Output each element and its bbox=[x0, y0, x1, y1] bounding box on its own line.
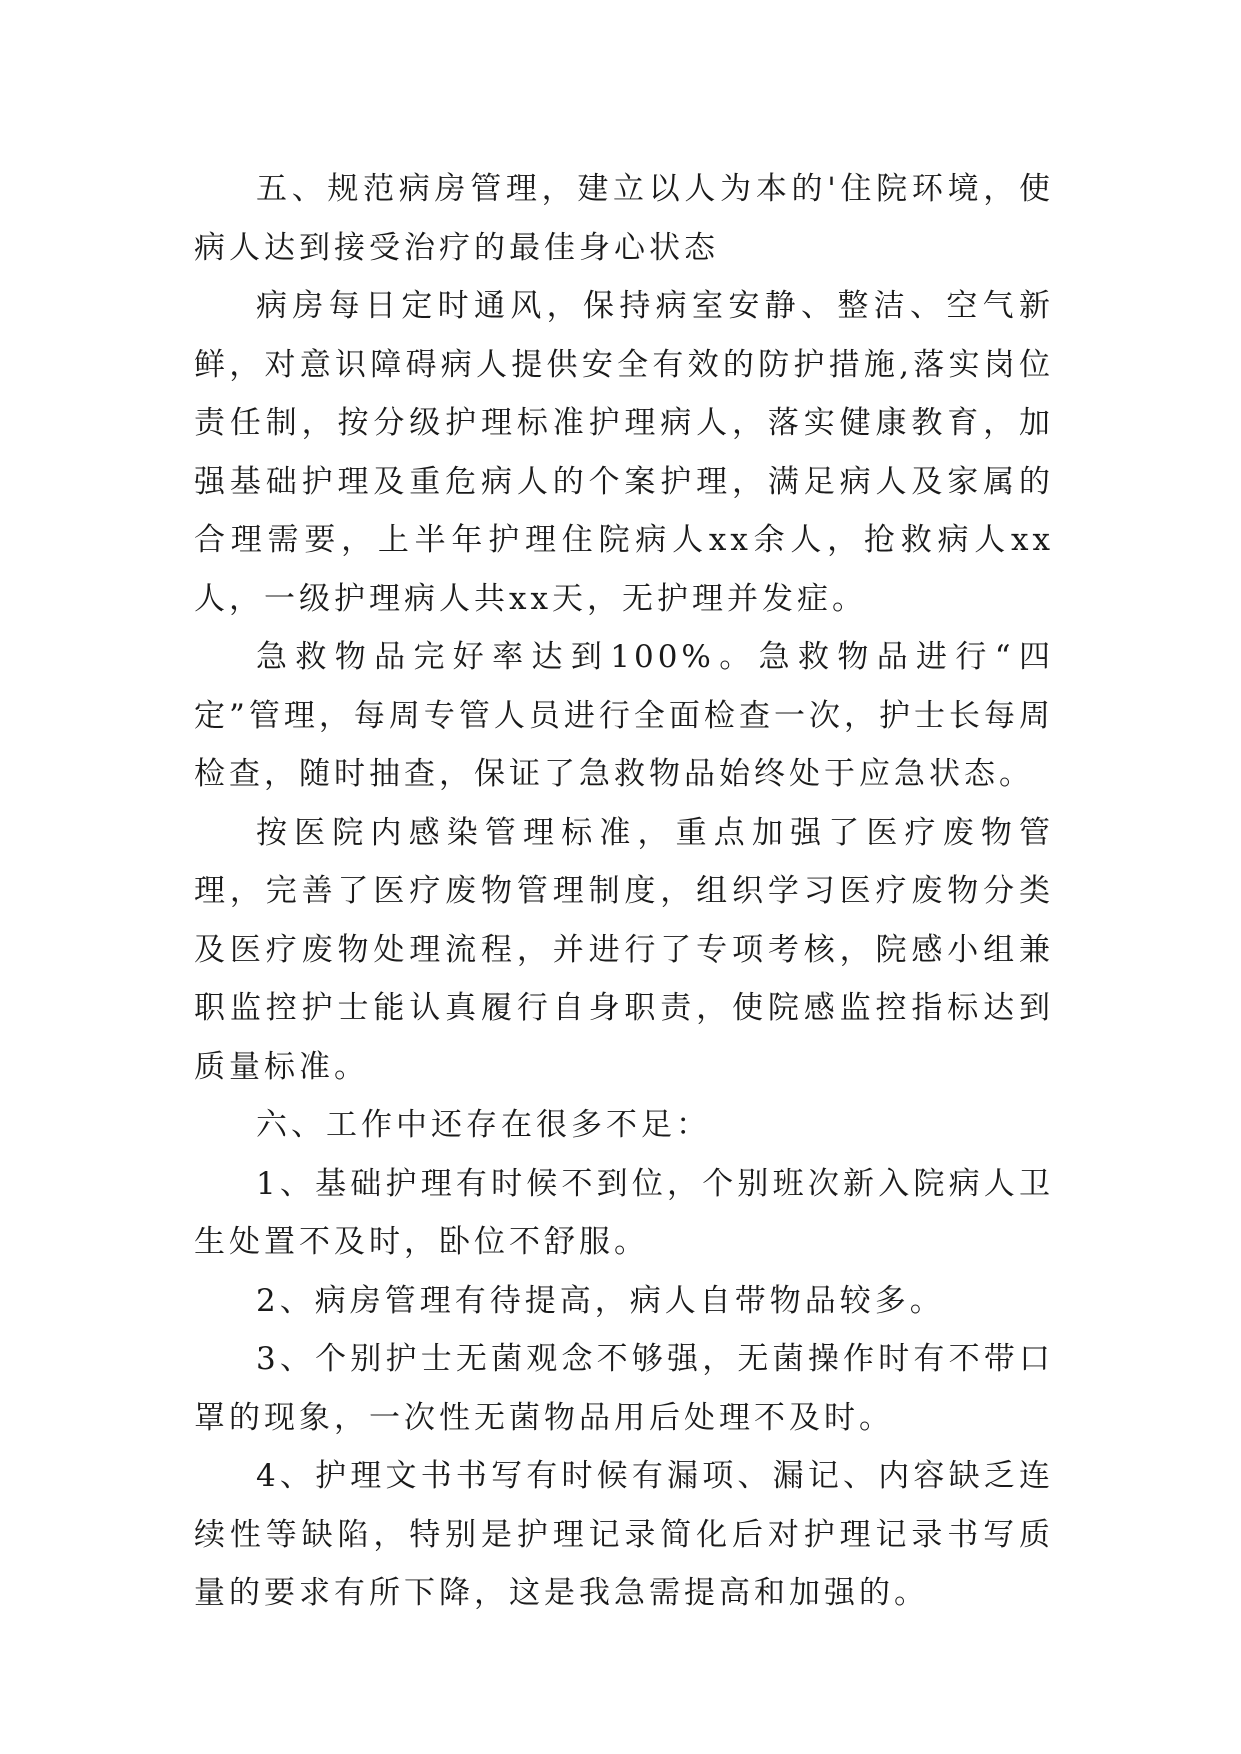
list-item-2: 2、病房管理有待提高，病人自带物品较多。 bbox=[256, 1282, 945, 1319]
paragraph-ward-care: 病房每日定时通风，保持病室安静、整洁、空气新鲜，对意识障碍病人提供安全有效的防护措施,落实岗位责任制，按分级护理标准护理病人，落实健康教育，加强基础护理及重危病人的个案护理，满足病人及家属的合理需要，上半年护理住院病人xx余人，抢救病人xx人，一级护理病人共xx天，无护理并发症。 bbox=[194, 288, 1054, 617]
list-item-3: 3、个别护士无菌观念不够强，无菌操作时有不带口罩的现象，一次性无菌物品用后处理不及时。 bbox=[194, 1341, 1054, 1436]
document-body bbox=[194, 160, 1054, 1623]
list-item-4: 4、护理文书书写有时候有漏项、漏记、内容缺乏连续性等缺陷，特别是护理记录简化后对护理记录书写质量的要求有所下降，这是我急需提高和加强的。 bbox=[194, 1458, 1054, 1611]
paragraph-infection-control: 按医院内感染管理标准，重点加强了医疗废物管理，完善了医疗废物管理制度，组织学习医疗废物分类及医疗废物处理流程，并进行了专项考核，院感小组兼职监控护士能认真履行自身职责，使院感监控指标达到质量标准。 bbox=[194, 814, 1054, 1085]
list-item-1: 1、基础护理有时候不到位，个别班次新入院病人卫生处置不及时，卧位不舒服。 bbox=[194, 1165, 1054, 1260]
paragraph-emergency-supplies: 急救物品完好率达到100%。急救物品进行“四定”管理，每周专管人员进行全面检查一次，护士长每周检查，随时抽查，保证了急救物品始终处于应急状态。 bbox=[194, 639, 1054, 792]
section-heading-5: 五、规范病房管理，建立以人为本的'住院环境，使病人达到接受治疗的最佳身心状态 bbox=[194, 171, 1054, 266]
section-heading-6: 六、工作中还存在很多不足： bbox=[256, 1107, 711, 1143]
